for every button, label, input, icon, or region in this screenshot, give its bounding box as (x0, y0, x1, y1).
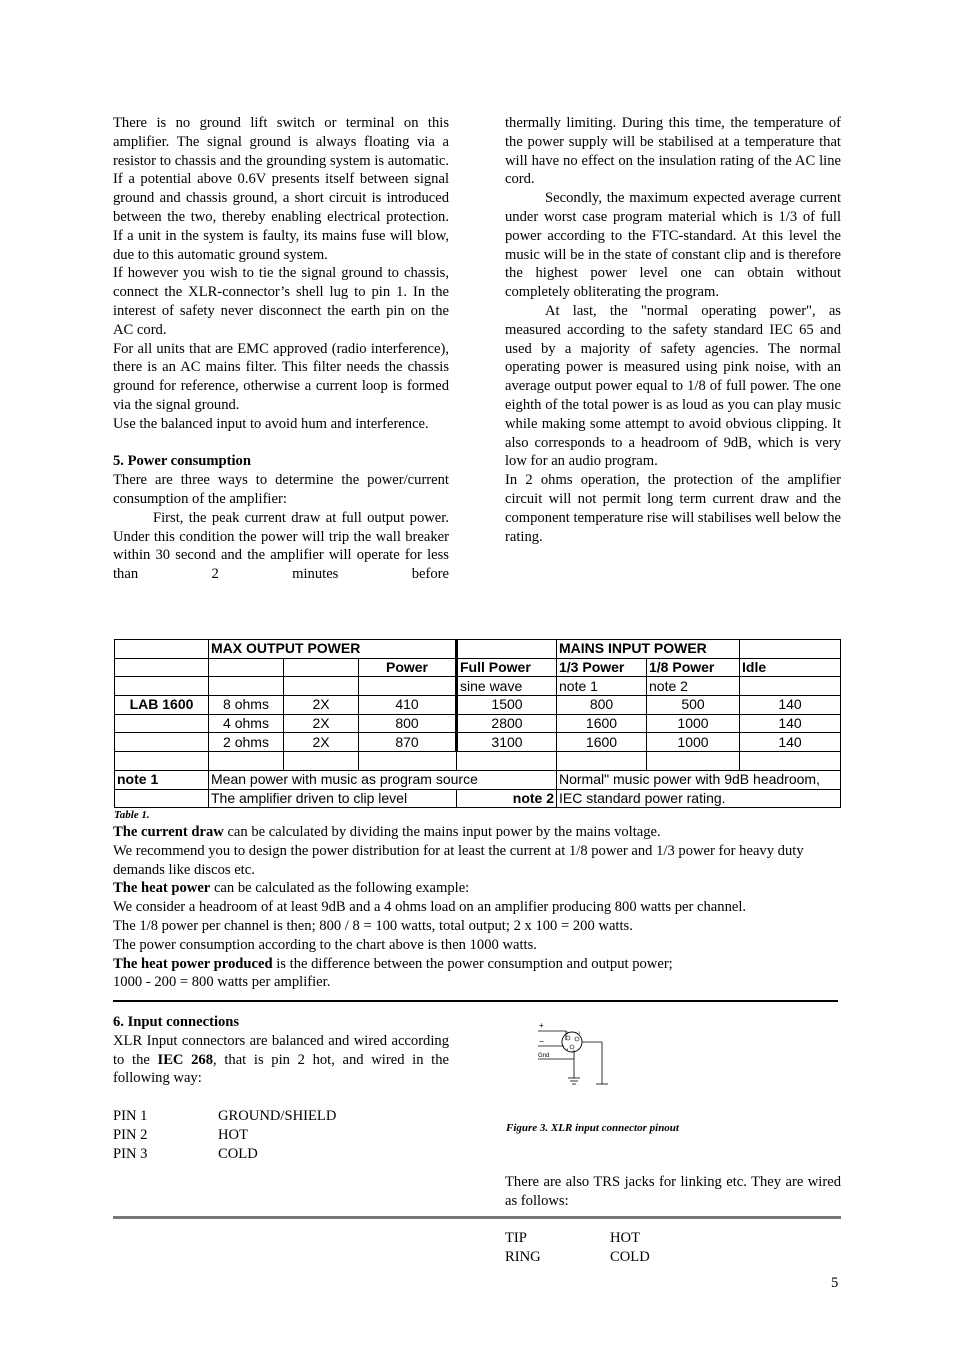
note-1-ref: note 1 (557, 677, 647, 696)
idle-cell: 140 (740, 696, 841, 715)
signal-ground-paragraph: If however you wish to tie the signal ground to chassis, connect the XLR-connector’s shell lug to pin 1. In the interest of safety never disconnect the earth pin on the AC cord. (113, 265, 449, 338)
pin-1-contact (575, 1037, 579, 1041)
figure-caption: Figure 3. XLR input connector pinout (506, 1122, 679, 1134)
power-cell: 870 (359, 733, 457, 752)
sine-wave-label: sine wave (457, 677, 557, 696)
pin-signal: HOT (610, 1230, 640, 1246)
pin-row (113, 1107, 449, 1126)
eighth-power-cell: 500 (647, 696, 740, 715)
heat-produced-note (113, 955, 843, 974)
balanced-input-paragraph: Use the balanced input to avoid hum and interference. (113, 415, 429, 432)
power-cell: 800 (359, 714, 457, 733)
pin-2-number: 2 (566, 1030, 569, 1035)
idle-cell: 140 (740, 733, 841, 752)
pin-1-number: 1 (578, 1030, 581, 1035)
eighth-power-header: 1/8 Power (647, 658, 740, 677)
table-caption: Table 1. (114, 809, 150, 821)
xlr-text-a: XLR Input connectors are balanced and wired according to the (113, 1032, 449, 1068)
note-2-ref: note 2 (647, 677, 740, 696)
pin-row (113, 1126, 449, 1145)
table-row (115, 640, 841, 659)
trs-section (505, 1173, 841, 1211)
note-1-right-text: Normal" music power with 9dB headroom, (557, 770, 841, 789)
bottom-divider (113, 1216, 841, 1219)
table-row (115, 752, 841, 771)
iec-standard: IEC 268 (157, 1051, 214, 1068)
load-cell: 4 ohms (209, 714, 284, 733)
model-label: LAB 1600 (115, 696, 209, 715)
table-row (115, 696, 841, 715)
left-column (113, 114, 449, 584)
consumption-note: The power consumption according to the chart above is then 1000 watts. (113, 936, 537, 953)
section-6 (113, 1013, 449, 1163)
channels-cell: 2X (284, 733, 359, 752)
heat-power-note (113, 879, 843, 898)
table-row (115, 714, 841, 733)
full-power-cell: 2800 (457, 714, 557, 733)
xlr-paragraph (113, 1032, 449, 1088)
pin-3-contact (570, 1045, 574, 1049)
pin-row (113, 1145, 449, 1164)
pin-row (505, 1248, 650, 1267)
clip-level-text: The amplifier driven to clip level (209, 789, 457, 808)
table-row (115, 677, 841, 696)
max-output-header: MAX OUTPUT POWER (209, 640, 457, 659)
result-note: 1000 - 200 = 800 watts per amplifier. (113, 974, 331, 991)
minus-label: − (539, 1037, 544, 1046)
mains-input-header: MAINS INPUT POWER (557, 640, 740, 659)
note-2-text: IEC standard power rating. (557, 789, 841, 808)
pin-label: RING (505, 1248, 541, 1265)
heat-power-bold: The heat power (113, 880, 211, 897)
table-row (115, 770, 841, 789)
pin-label: PIN 1 (113, 1107, 148, 1124)
table-row (115, 733, 841, 752)
current-draw-note (113, 823, 843, 842)
current-draw-bold: The current draw (113, 824, 224, 840)
pin-label: TIP (505, 1230, 527, 1246)
note-1-text: Mean power with music as program source (209, 770, 557, 789)
eighth-power-cell: 1000 (647, 714, 740, 733)
plus-label: + (539, 1021, 544, 1030)
two-ohms-paragraph: In 2 ohms operation, the protection of the amplifier circuit will not permit long term current draw and the component temperature rise will stabilises well below the rating. (505, 472, 841, 545)
gnd-label: Gnd (538, 1053, 550, 1059)
heat-produced-text: is the difference between the power consumption and output power; (272, 955, 673, 972)
channels-cell: 2X (284, 696, 359, 715)
heat-produced-bold: The heat power produced (113, 955, 273, 972)
pin-signal: GROUND/SHIELD (218, 1107, 337, 1124)
third-power-header: 1/3 Power (557, 658, 647, 677)
page-number: 5 (831, 1275, 839, 1291)
right-column (505, 114, 841, 546)
power-column-header: Power (359, 658, 457, 677)
table-row (115, 658, 841, 677)
recommend-note: We recommend you to design the power distribution for at least the current at 1/8 power and 1/3 power for heavy duty demands like discos etc. (113, 842, 804, 878)
load-cell: 2 ohms (209, 733, 284, 752)
full-power-cell: 1500 (457, 696, 557, 715)
load-cell: 8 ohms (209, 696, 284, 715)
notes-block (113, 823, 843, 992)
idle-cell: 140 (740, 714, 841, 733)
third-power-cell: 1600 (557, 733, 647, 752)
pin-label: PIN 3 (113, 1145, 148, 1162)
section-5-heading: 5. Power consumption (113, 453, 251, 470)
thermal-paragraph: thermally limiting. During this time, the temperature of the power supply will be stabilised at a temperature that will have no effect on the insulation rating of the AC line cord. (505, 115, 841, 188)
pin-2-contact (566, 1036, 570, 1040)
power-cell: 410 (359, 696, 457, 715)
pin-row (505, 1229, 650, 1248)
pin-label: PIN 2 (113, 1126, 148, 1143)
eighth-power-note: The 1/8 power per channel is then; 800 / 8 = 100 watts, total output; 2 x 100 = 200 watts. (113, 917, 633, 934)
trs-pin-list (505, 1229, 650, 1267)
third-power-cell: 800 (557, 696, 647, 715)
xlr-connector-diagram (536, 1020, 610, 1090)
power-intro-paragraph: There are three ways to determine the power/current consumption of the amplifier: (113, 472, 449, 507)
normal-power-paragraph: At last, the "normal operating power", as measured according to the safety standard IEC 65 and used by a majority of safety agencies. The normal operating power is measured using pink noise, with an average output power equal to 1/8 of full power. The one eighth of the total power is as loud as you can play music while making some attempt to avoid obvious clipping. It also corresponds to a headroom of 9dB, which is very low for an audio program. (505, 302, 841, 470)
xlr-text-b: , that is pin 2 hot, and wired in the following way: (113, 1051, 449, 1087)
trs-paragraph: There are also TRS jacks for linking etc. They are wired as follows: (505, 1174, 841, 1209)
heat-power-text: can be calculated as the following example: (210, 880, 470, 897)
note-2-label: note 2 (457, 789, 557, 808)
current-draw-text: can be calculated by dividing the mains input power by the mains voltage. (223, 824, 661, 840)
channels-cell: 2X (284, 714, 359, 733)
full-power-header: Full Power (457, 658, 557, 677)
table-row (115, 789, 841, 808)
secondly-paragraph: Secondly, the maximum expected average current under worst case program material which is 1/3 of full power according to the FTC-standard. At this level the music will be in the state of constant clip and is therefore the highest power level one can obtain without completely obliterating the program. (505, 190, 841, 301)
power-table (114, 639, 841, 808)
section-6-heading: 6. Input connections (113, 1014, 240, 1030)
headroom-note: We consider a headroom of at least 9dB and a 4 ohms load on an amplifier producing 800 watts per channel. (113, 899, 747, 916)
peak-current-paragraph: First, the peak current draw at full output power. Under this condition the power will trip the wall breaker within 30 second and the amplifier will operate for less than 2 minutes before (113, 509, 449, 583)
ground-paragraph: There is no ground lift switch or terminal on this amplifier. The signal ground is always floating via a resistor to chassis and the grounding system is automatic. If a potential above 0.6V presents itself between signal ground and chassis ground, a short circuit is introduced between the two, thereby enabling electrical protection. If a unit in the system is faulty, its mains fuse will blow, due to this automatic ground system. (113, 115, 449, 263)
emc-paragraph: For all units that are EMC approved (radio interference), there is an AC mains filter. This filter needs the chassis ground for reference, otherwise a current loop is formed via the signal ground. (113, 340, 449, 413)
pin-signal: COLD (610, 1248, 650, 1265)
pin-signal: HOT (218, 1126, 248, 1143)
third-power-cell: 1600 (557, 714, 647, 733)
pin-3-number: 3 (566, 1047, 569, 1052)
pin-signal: COLD (218, 1145, 258, 1162)
section-divider (113, 1000, 838, 1002)
note-1-label: note 1 (115, 770, 209, 789)
full-power-cell: 3100 (457, 733, 557, 752)
eighth-power-cell: 1000 (647, 733, 740, 752)
idle-header: Idle (740, 658, 841, 677)
